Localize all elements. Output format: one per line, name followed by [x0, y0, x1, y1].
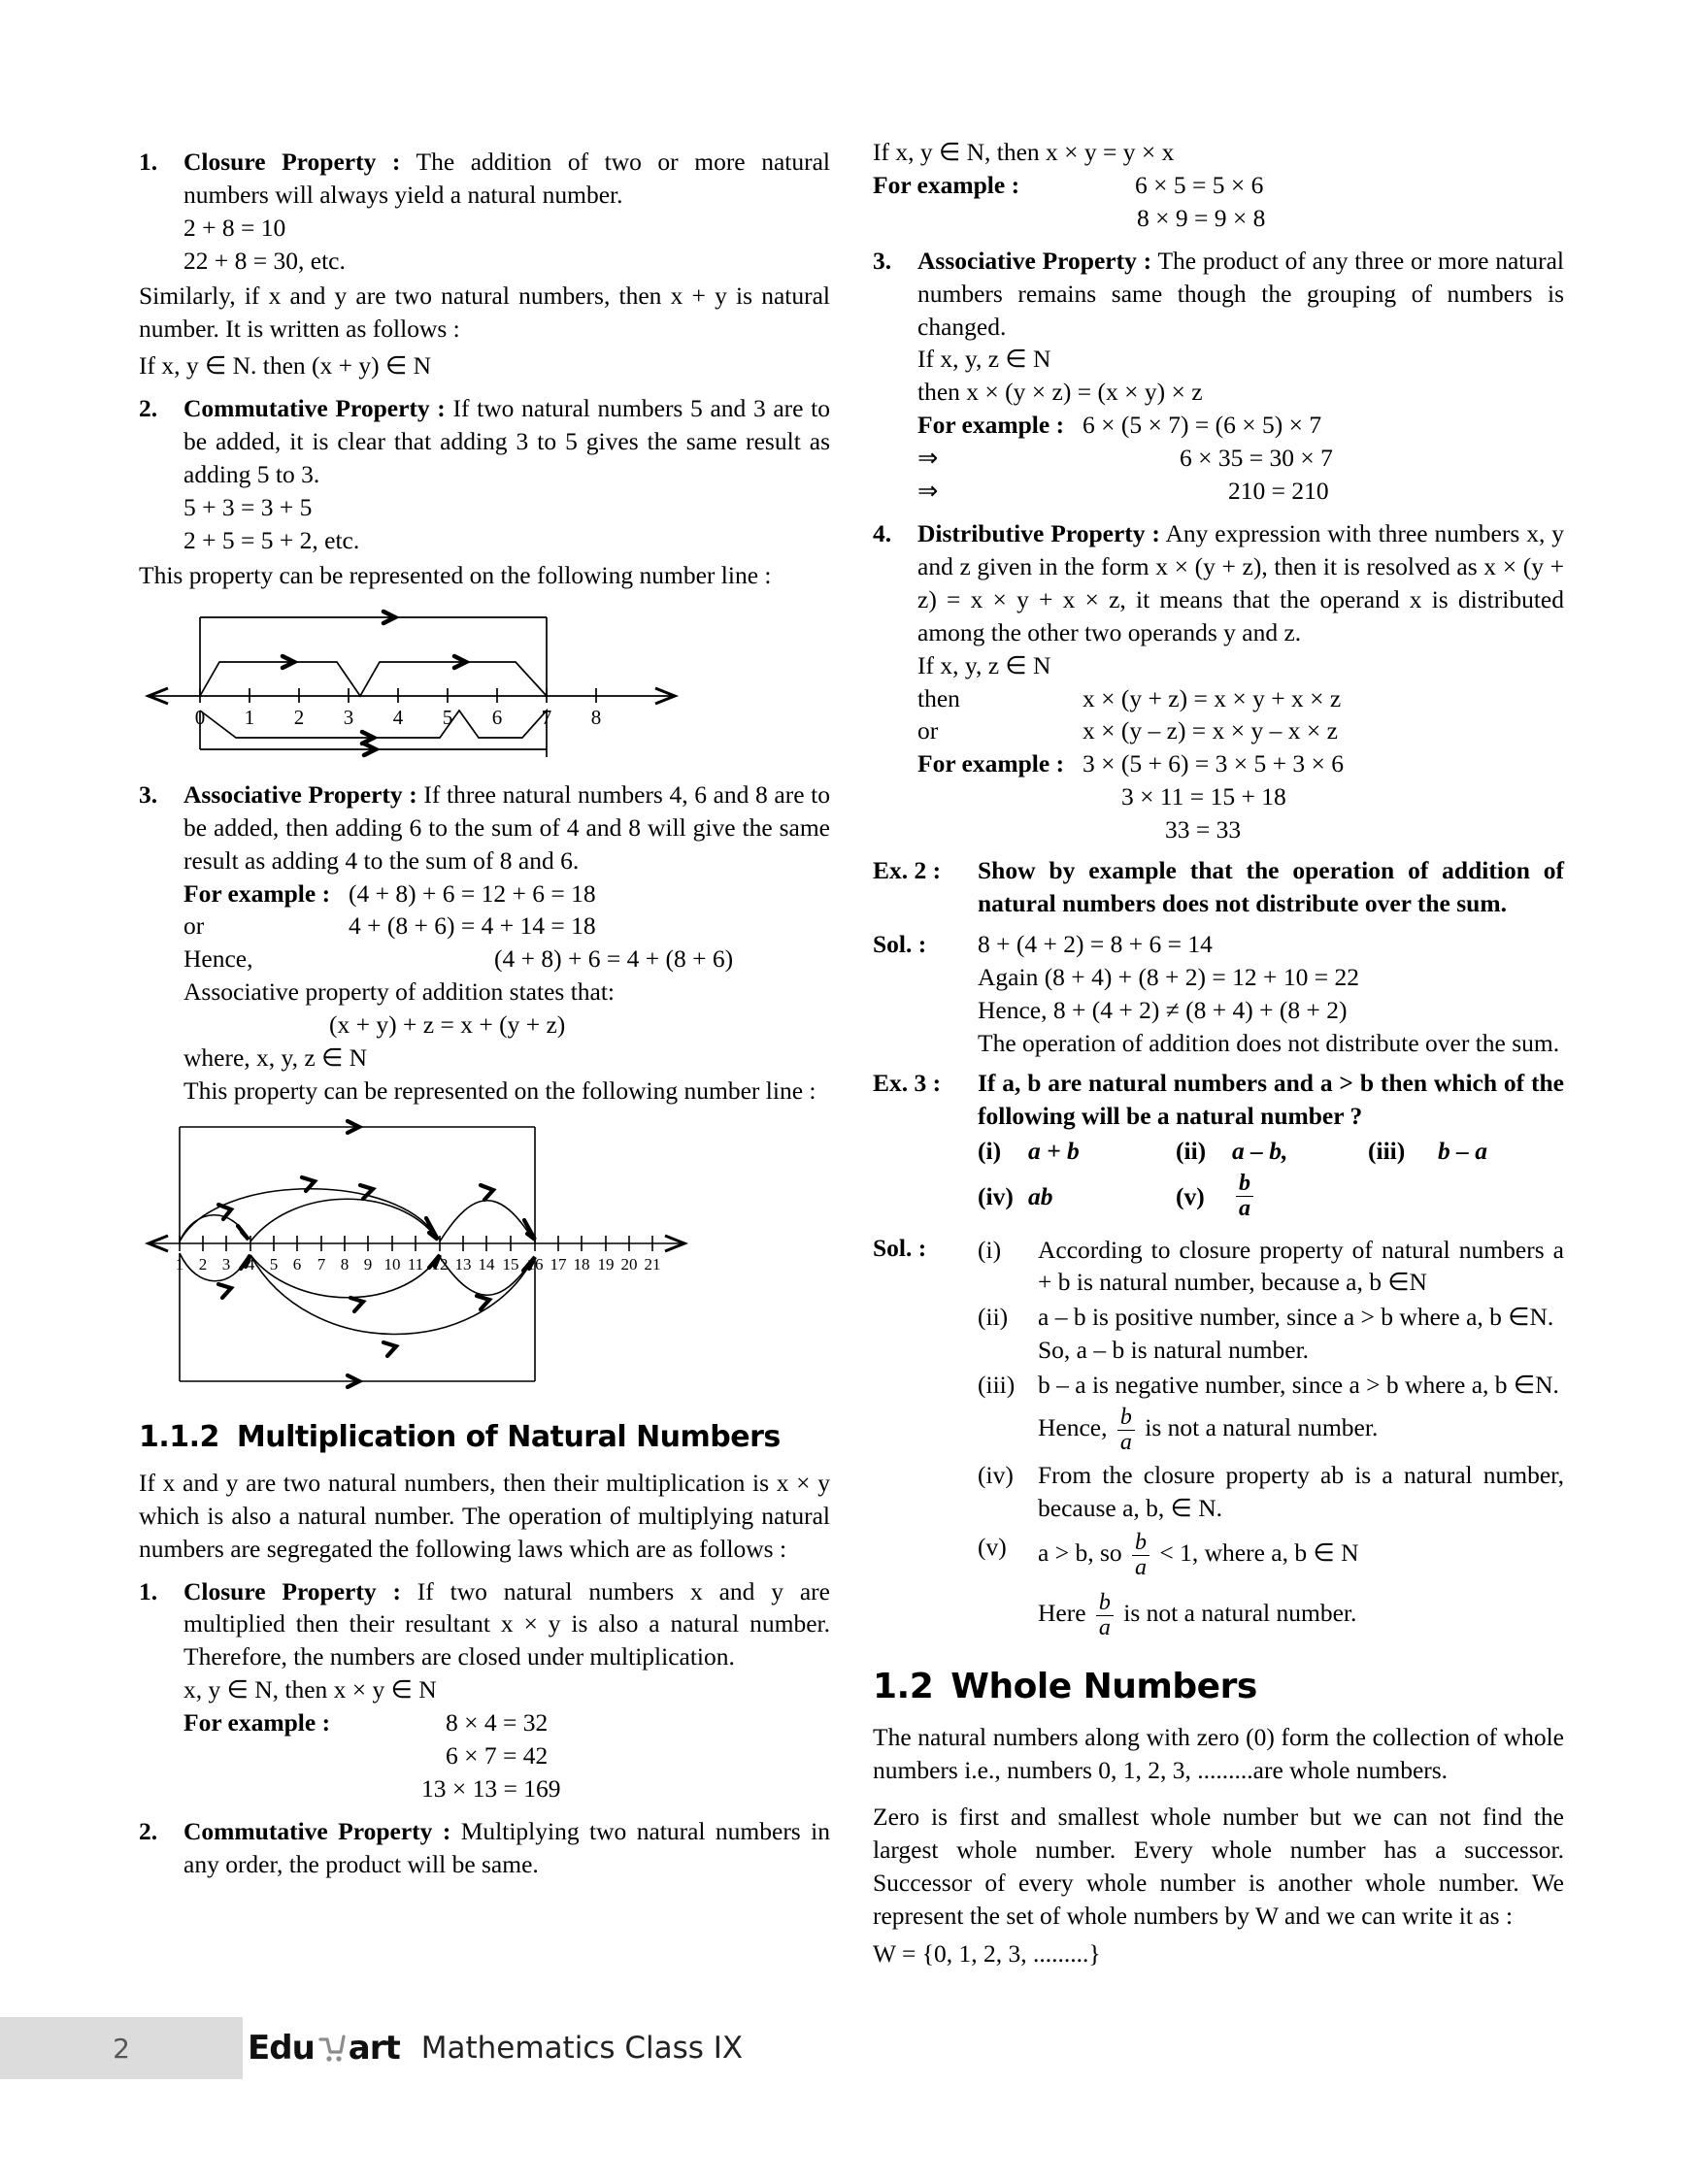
roman-number: (ii): [978, 1303, 1009, 1332]
closure-mult-eq-2: 6 × 7 = 42: [446, 1741, 549, 1770]
numberline-intro-1: This property can be represented on the following number line :: [139, 560, 772, 589]
list-item-closure-multiplication: [139, 1575, 830, 1805]
closure-mult-paragraph: [183, 1575, 830, 1674]
implies-arrow-icon: ⇒: [917, 444, 939, 473]
list-item-commutative-multiplication: [139, 1815, 830, 1881]
here-prefix: Here: [1038, 1598, 1086, 1627]
tick-label: 14: [478, 1254, 495, 1274]
or-value: 4 + (8 + 6) = 4 + 14 = 18: [349, 911, 596, 941]
tick-label: 2: [198, 1254, 208, 1274]
then-value: x × (y + z) = x × y + x × z: [1083, 683, 1342, 712]
list-item-closure-addition: [139, 146, 830, 278]
logo-text-second: art: [348, 2029, 400, 2068]
tick-label: 8: [340, 1254, 350, 1274]
tick-label: 6: [292, 1254, 302, 1274]
heading-1-2: [873, 1666, 1564, 1707]
whole-numbers-paragraph-2: Zero is first and smallest whole number but we can not find the largest whole number. Every whole number has a successor. Successor of every whole number is another whole number. We represent the set of whole numbers by W and we can write it as :: [873, 1803, 1564, 1930]
fraction-denominator: a: [1096, 1615, 1114, 1640]
commutative-mult-title: Commutative Property :: [183, 1816, 451, 1845]
example-2-question: [873, 854, 1564, 920]
tick-label: 13: [454, 1254, 472, 1274]
example-3-solution: [873, 1232, 1564, 1640]
footer-subject: Mathematics Class IX: [420, 2031, 744, 2066]
associative-property-text: If three natural numbers 4, 6 and 8 are to be added, then adding 6 to the sum of 4 and 8 will give the same result as adding 4 to the sum of 8 and 6.: [183, 779, 831, 875]
closure-mult-eq-3: 13 × 13 = 169: [421, 1774, 561, 1803]
tick-label: 5: [442, 705, 453, 729]
tick-label: 10: [383, 1254, 401, 1274]
fraction-numerator: b: [1239, 1171, 1250, 1197]
distributive-title: Distributive Property :: [917, 518, 1160, 547]
closure-property-paragraph: [183, 146, 830, 212]
commutative-mult-eq-1: 6 × 5 = 5 × 6: [1135, 170, 1264, 199]
example-3-question: [873, 1067, 1564, 1133]
associative-where-text: where, x, y, z ∈ N: [183, 1043, 368, 1073]
tick-label: 9: [363, 1254, 373, 1274]
solution-line: Again (8 + 4) + (8 + 2) = 12 + 10 = 22: [978, 962, 1359, 991]
tick-label: 16: [526, 1254, 544, 1274]
left-column: [139, 136, 830, 1970]
example-3-solution-body: [978, 1232, 1564, 1640]
right-column: [873, 136, 1564, 1970]
heading-title: Whole Numbers: [950, 1667, 1257, 1707]
list-number: 3.: [873, 246, 892, 275]
commutative-property-title: Commutative Property :: [183, 394, 446, 423]
solution-line: The operation of addition does not distribute over the sum.: [978, 1028, 1560, 1057]
similarly-paragraph: Similarly, if x and y are two natural numbers, then x + y is natural number. It is written as follows :: [139, 281, 830, 343]
fraction-denominator: a: [1132, 1555, 1149, 1580]
list-number: 1.: [139, 148, 158, 176]
example-3-tag: Ex. 3 :: [873, 1069, 942, 1098]
page-footer: [0, 2017, 1699, 2079]
list-item-associative-multiplication: [873, 245, 1564, 508]
heading-number: 1.1.2: [139, 1419, 219, 1454]
roman-text: [1038, 1531, 1564, 1640]
roman-number: (iv): [978, 1461, 1014, 1490]
for-example-label: For example :: [873, 170, 1020, 199]
distributive-example-row: [917, 747, 1564, 780]
sol-v-prefix: a > b, so: [1038, 1539, 1122, 1568]
for-example-label: For example :: [917, 411, 1065, 440]
roman-text-extra: So, a – b is natural number.: [1038, 1336, 1310, 1365]
fraction-numerator: b: [1135, 1530, 1147, 1556]
option-iv-number: (iv): [978, 1181, 1014, 1210]
closure-property-text: The addition of two or more natural numbers will always yield a natural number.: [183, 148, 830, 209]
tick-label: 21: [644, 1254, 661, 1274]
roman-text: [1038, 1301, 1564, 1367]
list-number: 2.: [139, 1816, 158, 1845]
heading-title: Multiplication of Natural Numbers: [236, 1419, 781, 1454]
roman-text-main: b – a is negative number, since a > b where a, b ∈N.: [1038, 1371, 1559, 1400]
number-line-figure-2: [139, 1117, 830, 1399]
option-i-number: (i): [978, 1137, 1002, 1166]
solution-item-iv: [978, 1459, 1564, 1525]
roman-number: (i): [978, 1235, 1002, 1264]
two-column-body: [139, 136, 1564, 1970]
whole-numbers-paragraph-1: The natural numbers along with zero (0) form the collection of whole numbers i.e., numbers 0, 1, 2, 3, .........are whole numbers.: [873, 1723, 1564, 1785]
page-number: 2: [113, 2032, 130, 2065]
example-3-options-row-1: [873, 1135, 1564, 1168]
assoc-mult-fe-value: 6 × (5 × 7) = (6 × 5) × 7: [1083, 411, 1322, 440]
solution-item-iii: [978, 1369, 1564, 1455]
list-number: 2.: [139, 394, 158, 423]
distributive-fe-value: 3 × (5 + 6) = 3 × 5 + 3 × 6: [1083, 749, 1345, 778]
solution-tag: Sol. :: [873, 929, 927, 958]
assoc-mult-implies-row-1: [917, 442, 1564, 475]
commutative-eq-1: 5 + 3 = 3 + 5: [183, 493, 313, 522]
fraction-denominator: a: [1117, 1430, 1135, 1455]
spacer: [873, 1135, 978, 1168]
shopping-cart-icon: [315, 2032, 348, 2065]
option-iv-value: ab: [1028, 1181, 1053, 1210]
hence-value: (4 + 8) + 6 = 4 + (8 + 6): [494, 944, 734, 974]
solution-line: 8 + (4 + 2) = 8 + 6 = 14: [978, 929, 1213, 958]
closure-eq-2: 22 + 8 = 30, etc.: [183, 246, 346, 275]
roman-text: [1038, 1369, 1564, 1455]
tick-label: 5: [269, 1254, 279, 1274]
example-2-solution: [873, 928, 1564, 1060]
tick-label: 8: [590, 705, 602, 729]
roman-text-main: a – b is positive number, since a > b where a, b ∈N.: [1038, 1303, 1554, 1332]
or-value: x × (y – z) = x × y – x × z: [1083, 716, 1338, 745]
tick-label: 18: [573, 1254, 590, 1274]
or-label: or: [183, 911, 205, 941]
roman-text: From the closure property ab is a natural number, because a, b, ∈ N.: [1038, 1461, 1564, 1523]
roman-text-extra: [1038, 1406, 1564, 1455]
sol-v-suffix: < 1, where a, b ∈ N: [1159, 1539, 1359, 1568]
tick-label: 0: [194, 705, 206, 729]
tick-label: 19: [597, 1254, 615, 1274]
commutative-mult-paragraph: [183, 1815, 830, 1881]
associative-property-paragraph: [183, 778, 830, 877]
tick-label: 11: [407, 1254, 424, 1274]
tick-label: 12: [431, 1254, 449, 1274]
option-ii-number: (ii): [1176, 1137, 1207, 1166]
solution-line: Hence, 8 + (4 + 2) ≠ (8 + 4) + (8 + 2): [978, 995, 1348, 1024]
distributive-text: Any expression with three numbers x, y and z given in the form x × (y + z), then it is resolved as x × (y + z) = x × y + x × z, it means that the operand x is distributed among the other two operands y and z.: [917, 518, 1565, 646]
option-v-number: (v): [1176, 1181, 1205, 1210]
for-example-label: For example :: [183, 1708, 331, 1737]
sol-v-extra: [1038, 1591, 1564, 1640]
heading-1-1-2: [139, 1420, 830, 1455]
roman-text: According to closure property of natural numbers a + b is natural number, because a, b ∈N: [1038, 1235, 1564, 1297]
roman-number: (iii): [978, 1371, 1016, 1400]
associative-example-row-2: [183, 910, 830, 943]
associative-example-row-1: [183, 877, 830, 910]
solution-item-v: [978, 1531, 1564, 1640]
list-number: 3.: [139, 779, 158, 809]
list-item-commutative-addition: [139, 392, 830, 557]
assoc-mult-imp-2: 210 = 210: [1228, 477, 1329, 506]
options-line-2: [978, 1172, 1564, 1221]
example-3-text: If a, b are natural numbers and a > b then which of the following will be a natural number ?: [978, 1069, 1564, 1131]
tick-label: 17: [550, 1254, 567, 1274]
list-item-distributive-multiplication: [873, 517, 1564, 846]
option-v-fraction: [1236, 1172, 1253, 1221]
list-item-associative-addition: [139, 778, 830, 1108]
list-number: 4.: [873, 518, 892, 547]
options-line-1: [978, 1135, 1564, 1168]
for-example-value: (4 + 8) + 6 = 12 + 6 = 18: [349, 878, 596, 908]
distributive-eq-3: 33 = 33: [1165, 815, 1242, 844]
tick-label: 1: [175, 1254, 184, 1274]
for-example-label: For example :: [183, 878, 331, 908]
whole-numbers-set-equation: W = {0, 1, 2, 3, .........}: [873, 1938, 1101, 1968]
solution-item-ii: [978, 1301, 1564, 1367]
heading-number: 1.2: [873, 1667, 934, 1707]
implies-arrow-icon: ⇒: [917, 477, 939, 506]
commutative-property-text: If two natural numbers 5 and 3 are to be added, it is clear that adding 3 to 5 gives the same result as adding 5 to 3.: [183, 394, 831, 489]
tick-label: 7: [541, 705, 552, 729]
commutative-mult-example-row: [873, 169, 1564, 202]
for-example-label: For example :: [917, 749, 1065, 778]
distributive-if-line: If x, y, z ∈ N: [917, 650, 1051, 679]
example-2-text: Show by example that the operation of addition of natural numbers does not distribute over the sum.: [978, 856, 1564, 917]
list-number: 1.: [139, 1576, 158, 1605]
educart-logo: [248, 2021, 743, 2075]
multiplication-intro: If x and y are two natural numbers, then their multiplication is x × y which is also a natural number. The operation of multiplying natural numbers are segregated the following laws which are as follows :: [139, 1468, 830, 1563]
assoc-mult-implies-row-2: [917, 475, 1564, 508]
closure-eq-1: 2 + 8 = 10: [183, 213, 286, 242]
example-2-tag: Ex. 2 :: [873, 856, 942, 885]
fraction-denominator: a: [1236, 1196, 1253, 1221]
tick-label: 4: [392, 705, 404, 729]
hence-label: Hence,: [183, 944, 253, 974]
associative-property-title: Associative Property :: [183, 779, 417, 809]
then-label: then: [917, 683, 960, 712]
closure-property-title: Closure Property :: [183, 148, 401, 176]
closure-mult-text: If two natural numbers x and y are multiplied then their resultant x × y is also a natural number. Therefore, the numbers are closed under multiplication.: [183, 1576, 830, 1671]
associative-states-equation: (x + y) + z = x + (y + z): [329, 1010, 566, 1040]
tick-label: 7: [316, 1254, 326, 1274]
option-iii-number: (iii): [1368, 1137, 1406, 1166]
tick-label: 4: [246, 1254, 255, 1274]
option-ii-value: a – b,: [1232, 1137, 1288, 1166]
numberline-intro-2: This property can be represented on the following number line :: [183, 1075, 816, 1105]
assoc-mult-example-row: [917, 409, 1564, 442]
fraction-numerator: b: [1119, 1405, 1132, 1431]
example-2-solution-body: [978, 928, 1564, 1060]
associative-states-text: Associative property of addition states that:: [183, 977, 616, 1007]
commutative-mult-eq-2: 8 × 9 = 9 × 8: [1137, 203, 1266, 232]
assoc-mult-imp-1: 6 × 35 = 30 × 7: [1180, 444, 1333, 473]
tick-label: 3: [221, 1254, 231, 1274]
fraction-b-over-a: [1096, 1591, 1114, 1640]
hence-suffix: is not a natural number.: [1145, 1413, 1379, 1442]
closure-mult-title: Closure Property :: [183, 1576, 401, 1605]
here-suffix: is not a natural number.: [1123, 1598, 1357, 1627]
assoc-mult-title: Associative Property :: [917, 246, 1152, 275]
hence-prefix: Hence,: [1038, 1413, 1108, 1442]
spacer: [873, 1172, 978, 1221]
fraction-b-over-a: [1132, 1531, 1149, 1580]
distributive-or-row: [917, 714, 1564, 747]
fraction-b-over-a: [1117, 1406, 1135, 1455]
tick-label: 6: [491, 705, 503, 729]
commutative-mult-text: Multiplying two natural numbers in any order, the product will be same.: [183, 1816, 830, 1878]
solution-tag: Sol. :: [873, 1233, 927, 1262]
distributive-then-row: [917, 682, 1564, 715]
solution-item-i: [978, 1234, 1564, 1300]
tick-label: 1: [244, 705, 255, 729]
commutative-eq-2: 2 + 5 = 5 + 2, etc.: [183, 525, 360, 554]
assoc-mult-if-line: If x, y, z ∈ N: [917, 345, 1051, 374]
closure-mult-notation: x, y ∈ N, then x × y ∈ N: [183, 1675, 437, 1704]
example-3-options-row-2: [873, 1172, 1564, 1221]
tick-label: 20: [620, 1254, 638, 1274]
option-iii-value: b – a: [1438, 1137, 1487, 1166]
option-i-value: a + b: [1028, 1137, 1080, 1166]
tick-label: 3: [343, 705, 354, 729]
commutative-property-paragraph: [183, 392, 830, 491]
tick-label: 2: [293, 705, 305, 729]
assoc-mult-paragraph: [917, 245, 1564, 344]
or-label: or: [917, 716, 939, 745]
associative-example-row-3: [183, 943, 830, 976]
logo-text-first: Edu: [248, 2029, 315, 2068]
fraction-numerator: b: [1098, 1589, 1111, 1615]
number-line-figure-1: [139, 602, 830, 769]
tick-label: 15: [502, 1254, 519, 1274]
similarly-set-notation: If x, y ∈ N. then (x + y) ∈ N: [139, 351, 432, 381]
closure-mult-eq-1: 8 × 4 = 32: [446, 1708, 549, 1737]
distributive-eq-2: 3 × 11 = 15 + 18: [1121, 782, 1286, 811]
roman-number: (v): [978, 1533, 1007, 1562]
distributive-paragraph: [917, 517, 1564, 649]
assoc-mult-text: The product of any three or more natural numbers remains same though the grouping of numbers is changed.: [917, 246, 1565, 341]
assoc-mult-then-line: then x × (y × z) = (x × y) × z: [917, 378, 1203, 407]
closure-mult-example-row: [183, 1706, 830, 1739]
commutative-mult-notation: If x, y ∈ N, then x × y = y × x: [873, 138, 1175, 166]
